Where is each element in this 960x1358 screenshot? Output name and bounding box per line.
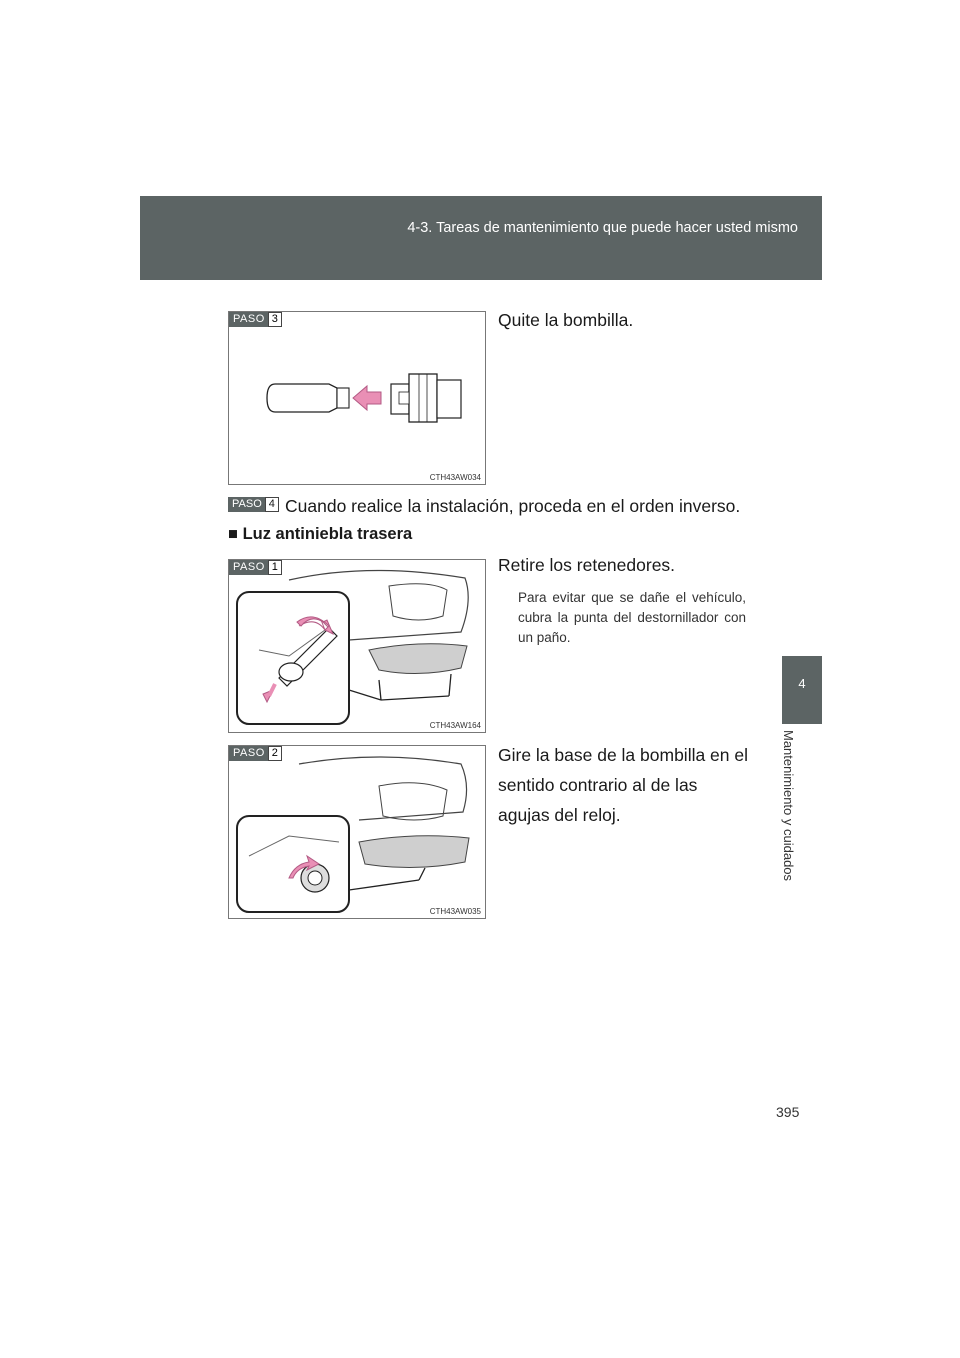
section-title: Luz antiniebla trasera: [242, 525, 413, 543]
fog-step1-text: Retire los retenedores.: [498, 555, 676, 575]
fog-light-illustration: [229, 746, 485, 918]
paso-badge: PASO 3: [229, 312, 282, 327]
step4-text: Cuando realice la instalación, proceda en el orden inverso.: [285, 496, 741, 516]
figure-remove-bulb: [228, 311, 486, 485]
figure-code: CTH43AW164: [429, 721, 481, 730]
step3-text: Quite la bombilla.: [498, 310, 634, 330]
paso-badge: PASO 4: [228, 497, 279, 512]
bumper-illustration: [229, 560, 485, 732]
chapter-tab: 4: [782, 656, 822, 724]
section-heading: [228, 525, 412, 544]
side-label-text: Mantenimiento y cuidados: [781, 730, 796, 882]
figure-turn-bulb-base: [228, 745, 486, 919]
figure-code: CTH43AW035: [429, 907, 481, 916]
chapter-header: [140, 196, 822, 280]
figure-code: CTH43AW034: [429, 473, 481, 482]
fog-step1-note: Para evitar que se dañe el vehículo, cubra la punta del destornillador con un paño.: [518, 590, 746, 645]
bulb-illustration: [229, 312, 485, 484]
section-bullet: ■: [228, 525, 238, 543]
fog-step2-text: Gire la base de la bombilla en el sentido contrario al de las agujas del reloj.: [498, 745, 749, 825]
figure-remove-retainers: [228, 559, 486, 733]
paso-badge: PASO 1: [229, 560, 282, 575]
paso-badge: PASO 2: [229, 746, 282, 761]
page-number: 395: [776, 1104, 800, 1120]
side-label: [781, 730, 812, 900]
header-title: 4-3. Tareas de mantenimiento que puede hacer usted mismo: [407, 220, 798, 236]
